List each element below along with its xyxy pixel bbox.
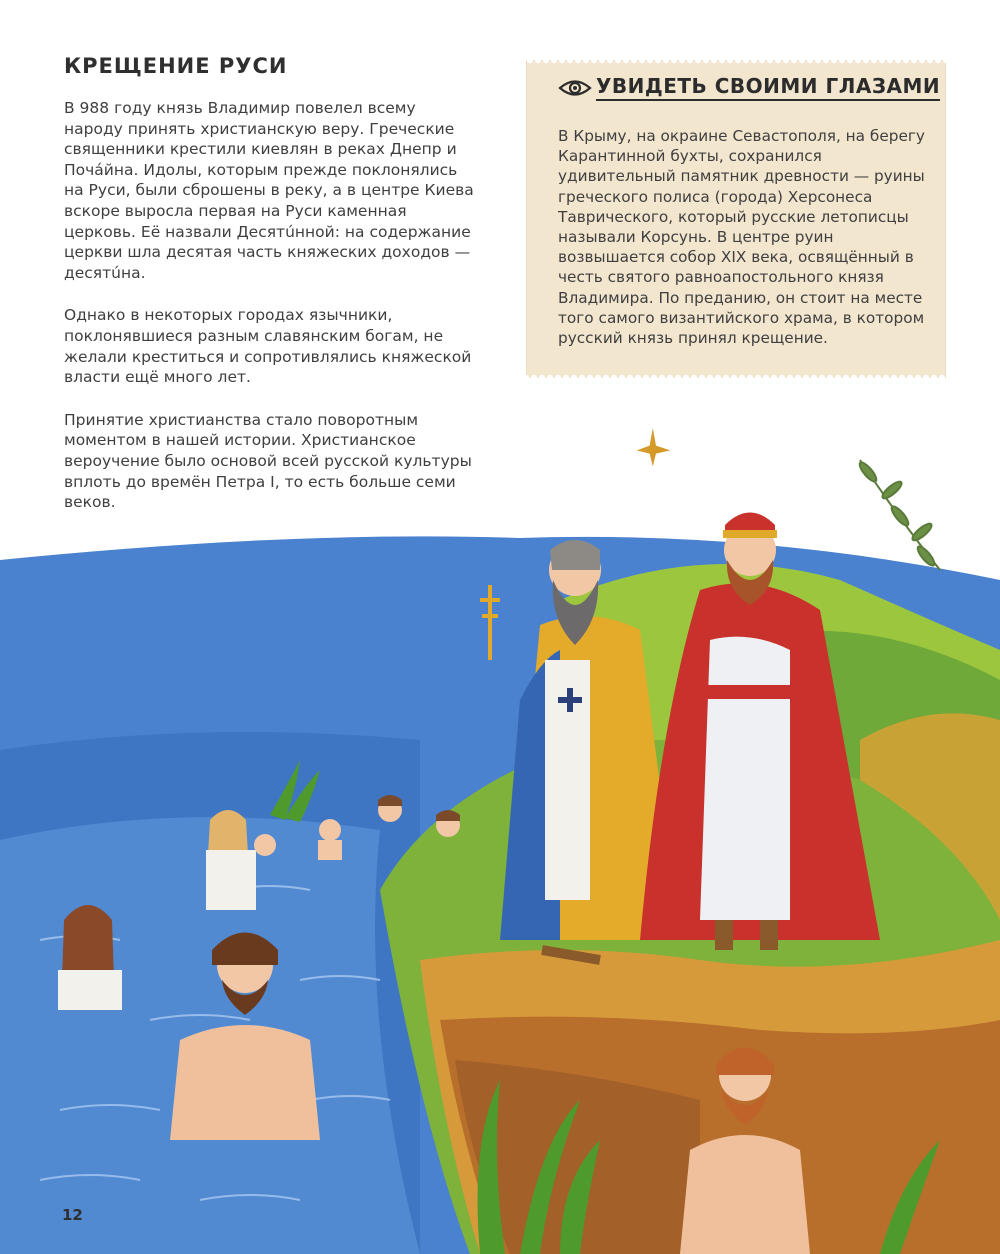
- page-number: 12: [62, 1206, 83, 1224]
- paragraph: Однако в некоторых городах язычники, поклонявшиеся разным славянским богам, не желали креститься и сопротивлялись княжеской власти ещё много лет.: [64, 306, 472, 387]
- page-title: КРЕЩЕНИЕ РУСИ: [64, 54, 288, 78]
- baptism-illustration: [0, 420, 1000, 1254]
- paragraph: Принятие христианства стало поворотным моментом в нашей истории. Христианское вероучение было основой всей русской культуры вплоть до времён Петра I, то есть больше семи веков.: [64, 410, 472, 512]
- eye-icon: [558, 77, 592, 99]
- olive-branch: [857, 460, 940, 570]
- perforated-edge: [526, 372, 946, 378]
- perforated-edge: [526, 60, 946, 66]
- sidebar-header: [558, 74, 940, 101]
- sparkle: [637, 428, 671, 466]
- sidebar-text: В Крыму, на окраине Севастополя, на берегу Карантинной бухты, сохранился удивительный памятник древности — руины греческого полиса (города) Херсонеса Таврического, который русские летописцы называли Корсунь. В центре руин возвышается собор XIX века, освящённый в честь святого равноапостольного князя Владимира. По преданию, он стоит на месте того самого византийского храма, в котором русский князь принял крещение.: [558, 127, 925, 348]
- sidebar-title: УВИДЕТЬ СВОИМИ ГЛАЗАМИ: [596, 74, 940, 101]
- sidebar-note: [526, 60, 946, 378]
- paragraph: В 988 году князь Владимир повелел всему народу принять христианскую веру. Греческие священники крестили киевлян в реках Днепр и Почáйна. Идолы, которым прежде поклонялись на Руси, были сброшены в реку, а в центре Киева вскоре выросла первая на Руси каменная церковь. Её назвали Десятúнной: на содержание церкви шла десятая часть княжеских доходов — десятúна.: [64, 99, 474, 282]
